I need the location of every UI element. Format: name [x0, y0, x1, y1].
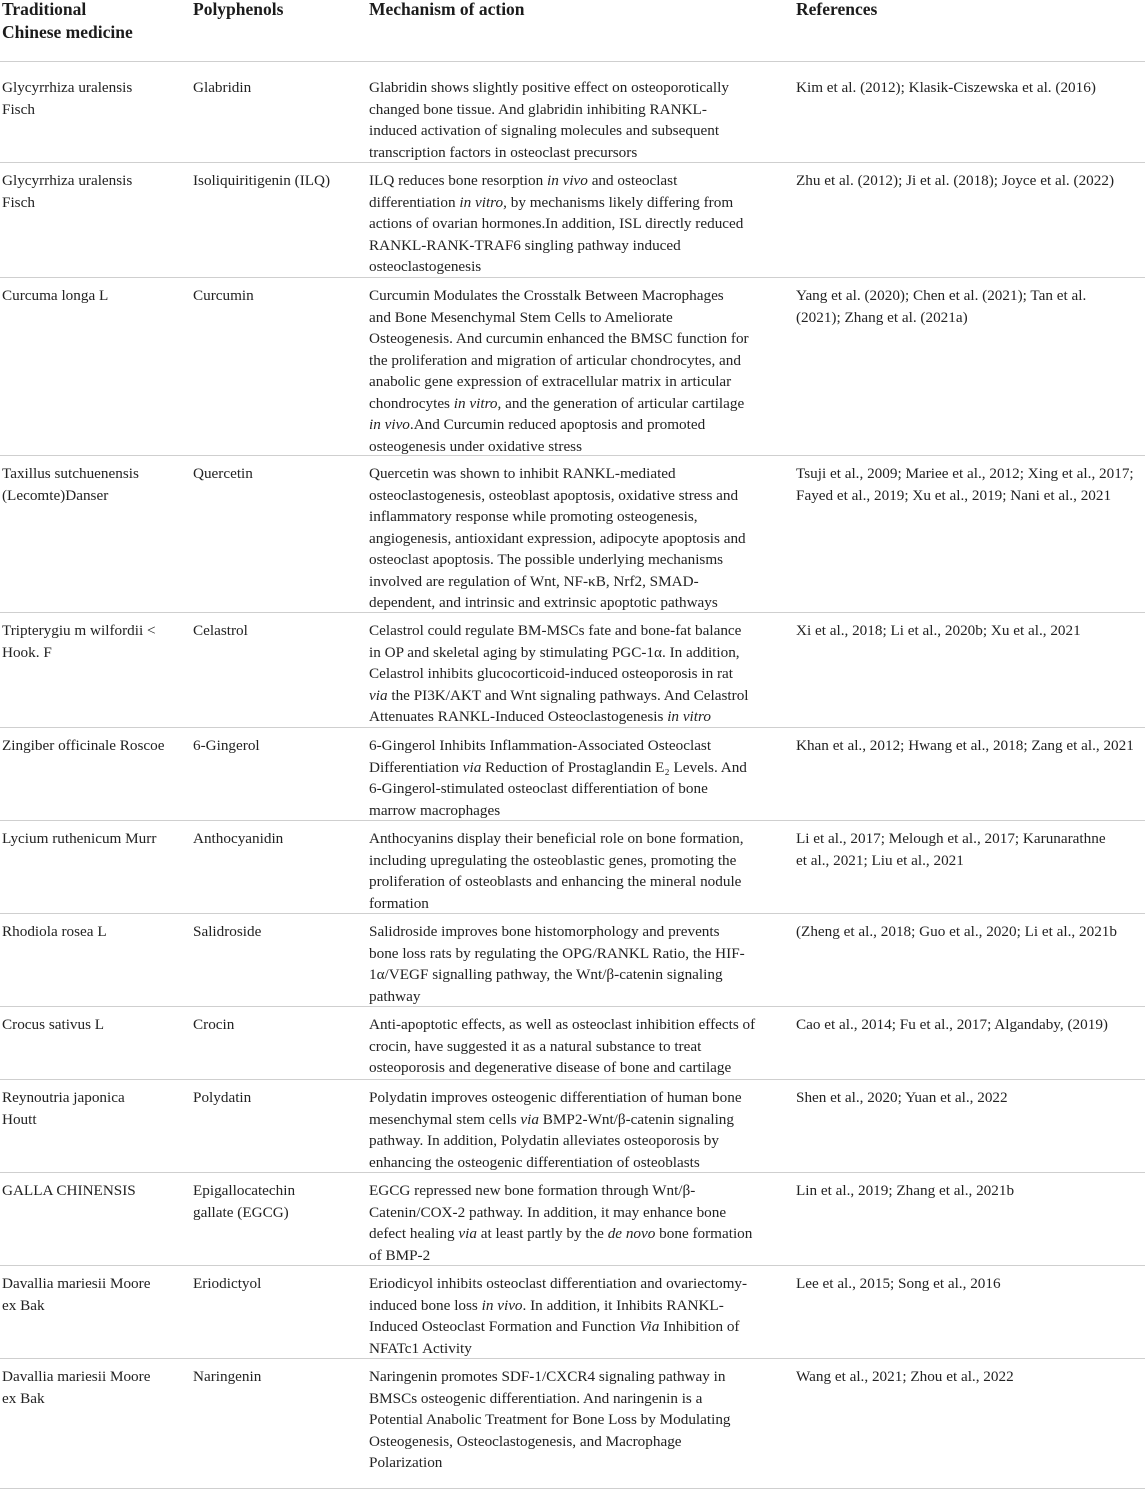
cell-medicine: Rhodiola rosea L: [2, 923, 107, 940]
cell-references: Xi et al., 2018; Li et al., 2020b; Xu et al., 2021: [796, 622, 1081, 639]
row-divider: [0, 277, 1145, 278]
cell-mechanism: Salidroside improves bone histomorphology and prevents bone loss rats by regulating the OPG/RANKL Ratio, the HIF- 1α/VEGF signalling pathway, the Wnt/β-catenin signaling pathway: [369, 923, 745, 1005]
cell-polyphenol: Glabridin: [193, 79, 252, 96]
cell-medicine: Davallia mariesii Moore ex Bak: [2, 1275, 151, 1314]
cell-mechanism: Curcumin Modulates the Crosstalk Between Macrophages and Bone Mesenchymal Stem Cells to Ameliorate Osteogenesis. And curcumin enhanced the BMSC function for the proliferation and migration of articular chondrocytes, and anabolic gene expression of extracellular matrix in articular chondrocytes in vitro, and the generation of articular cartilage in vivo.And Curcumin reduced apoptosis and promoted osteogenesis under oxidative stress: [369, 287, 749, 455]
cell-mechanism: Glabridin shows slightly positive effect on osteoporotically changed bone tissue. And glabridin inhibiting RANKL- induced activation of signaling molecules and subsequent transcription factors in osteoclast precursors: [369, 79, 729, 161]
cell-mechanism: EGCG repressed new bone formation through Wnt/β- Catenin/COX-2 pathway. In addition, it may enhance bone defect healing via at least partly by the de novo bone formation of BMP-2: [369, 1182, 753, 1264]
cell-polyphenol: Isoliquiritigenin (ILQ): [193, 172, 331, 189]
row-divider: [0, 913, 1145, 914]
cell-medicine: Curcuma longa L: [2, 287, 109, 304]
cell-references: (Zheng et al., 2018; Guo et al., 2020; Li et al., 2021b: [796, 923, 1117, 940]
cell-references: Lee et al., 2015; Song et al., 2016: [796, 1275, 1001, 1292]
cell-mechanism: Naringenin promotes SDF-1/CXCR4 signaling pathway in BMSCs osteogenic differentiation. And naringenin is a Potential Anabolic Treatment for Bone Loss by Modulating Osteogenesis, Osteoclastogenesis, and Macrophage Polarization: [369, 1368, 731, 1471]
cell-medicine: Tripterygiu m wilfordii < Hook. F: [2, 622, 156, 661]
cell-polyphenol: Crocin: [193, 1016, 235, 1033]
header-medicine: Traditional Chinese medicine: [2, 0, 133, 42]
cell-mechanism: Quercetin was shown to inhibit RANKL-mediated osteoclastogenesis, osteoblast apoptosis, oxidative stress and inflammatory response while promoting osteogenesis, angiogenesis, antioxidant expression, adipocyte apoptosis and osteoclast apoptosis. The possible underlying mechanisms involved are regulation of Wnt, NF-κB, Nrf2, SMAD- dependent, and intrinsic and extrinsic apoptotic pathways: [369, 465, 746, 611]
cell-polyphenol: Anthocyanidin: [193, 830, 284, 847]
row-divider: [0, 1079, 1145, 1080]
cell-mechanism: 6-Gingerol Inhibits Inflammation-Associated Osteoclast Differentiation via Reduction of Prostaglandin E₂ Levels. And 6-Gingerol-stimulated osteoclast differentiation of bone marrow macrophages: [369, 737, 747, 819]
cell-references: Wang et al., 2021; Zhou et al., 2022: [796, 1368, 1014, 1385]
cell-medicine: Taxillus sutchuenensis (Lecomte)Danser: [2, 465, 139, 504]
cell-mechanism: Eriodicyol inhibits osteoclast differentiation and ovariectomy- induced bone loss in vivo. In addition, it Inhibits RANKL- Induced Osteoclast Formation and Function Via Inhibition of NFATc1 Activity: [369, 1275, 748, 1357]
cell-references: Yang et al. (2020); Chen et al. (2021); Tan et al. (2021); Zhang et al. (2021a): [796, 287, 1087, 326]
row-divider: [0, 727, 1145, 728]
cell-references: Li et al., 2017; Melough et al., 2017; Karunarathne et al., 2021; Liu et al., 2021: [796, 830, 1106, 869]
header-rule: [0, 61, 1145, 62]
cell-medicine: Crocus sativus L: [2, 1016, 105, 1033]
cell-mechanism: Celastrol could regulate BM-MSCs fate and bone-fat balance in OP and skeletal aging by stimulating PGC-1α. In addition, Celastrol inhibits glucocorticoid-induced osteoporosis in rat via the PI3K/AKT and Wnt signaling pathways. And Celastrol Attenuates RANKL-Induced Osteoclastogenesis in vitro: [369, 622, 749, 725]
table-bottom-rule: [0, 1488, 1145, 1489]
cell-polyphenol: Celastrol: [193, 622, 248, 639]
cell-polyphenol: Curcumin: [193, 287, 254, 304]
cell-references: Kim et al. (2012); Klasik-Ciszewska et al. (2016): [796, 79, 1096, 96]
cell-polyphenol: Quercetin: [193, 465, 253, 482]
cell-mechanism: ILQ reduces bone resorption in vivo and osteoclast differentiation in vitro, by mechanisms likely differing from actions of ovarian hormones.In addition, ISL directly reduced RANKL-RANK-TRAF6 singling pathway induced osteoclastogenesis: [369, 172, 744, 275]
row-divider: [0, 455, 1145, 456]
row-divider: [0, 162, 1145, 163]
cell-medicine: Lycium ruthenicum Murr: [2, 830, 157, 847]
table-header: [0, 0, 1145, 60]
cell-medicine: Davallia mariesii Moore ex Bak: [2, 1368, 151, 1407]
cell-references: Lin et al., 2019; Zhang et al., 2021b: [796, 1182, 1015, 1199]
row-divider: [0, 820, 1145, 821]
row-divider: [0, 1172, 1145, 1173]
row-divider: [0, 1358, 1145, 1359]
cell-medicine: Glycyrrhiza uralensis Fisch: [2, 172, 133, 211]
cell-references: Khan et al., 2012; Hwang et al., 2018; Zang et al., 2021: [796, 737, 1134, 754]
row-divider: [0, 1265, 1145, 1266]
cell-references: Shen et al., 2020; Yuan et al., 2022: [796, 1089, 1008, 1106]
cell-mechanism: Anthocyanins display their beneficial role on bone formation, including upregulating the osteoblastic genes, promoting the proliferation of osteoblasts and enhancing the mineral nodule formation: [369, 830, 744, 912]
row-divider: [0, 612, 1145, 613]
cell-medicine: Zingiber officinale Roscoe: [2, 737, 165, 754]
cell-references: Tsuji et al., 2009; Mariee et al., 2012; Xing et al., 2017; Fayed et al., 2019; Xu et al., 2019; Nani et al., 2021: [796, 465, 1134, 504]
cell-mechanism: Anti-apoptotic effects, as well as osteoclast inhibition effects of crocin, have suggested it as a natural substance to treat osteoporosis and degenerative disease of bone and cartilage: [369, 1016, 756, 1076]
header-references: References: [796, 0, 878, 19]
cell-polyphenol: 6-Gingerol: [193, 737, 260, 754]
row-divider: [0, 1006, 1145, 1007]
cell-polyphenol: Polydatin: [193, 1089, 252, 1106]
cell-references: Zhu et al. (2012); Ji et al. (2018); Joyce et al. (2022): [796, 172, 1115, 189]
cell-polyphenol: Salidroside: [193, 923, 262, 940]
header-mechanism: Mechanism of action: [369, 0, 525, 19]
cell-polyphenol: Eriodictyol: [193, 1275, 262, 1292]
cell-medicine: Glycyrrhiza uralensis Fisch: [2, 79, 133, 118]
cell-medicine: Reynoutria japonica Houtt: [2, 1089, 125, 1128]
cell-references: Cao et al., 2014; Fu et al., 2017; Algandaby, (2019): [796, 1016, 1108, 1033]
cell-mechanism: Polydatin improves osteogenic differentiation of human bone mesenchymal stem cells via BMP2-Wnt/β-catenin signaling pathway. In addition, Polydatin alleviates osteoporosis by enhancing the osteogenic differentiation of osteoblasts: [369, 1089, 742, 1171]
cell-polyphenol: Epigallocatechin gallate (EGCG): [193, 1182, 296, 1221]
cell-polyphenol: Naringenin: [193, 1368, 262, 1385]
header-polyphenols: Polyphenols: [193, 0, 284, 19]
cell-medicine: GALLA CHINENSIS: [2, 1182, 136, 1199]
